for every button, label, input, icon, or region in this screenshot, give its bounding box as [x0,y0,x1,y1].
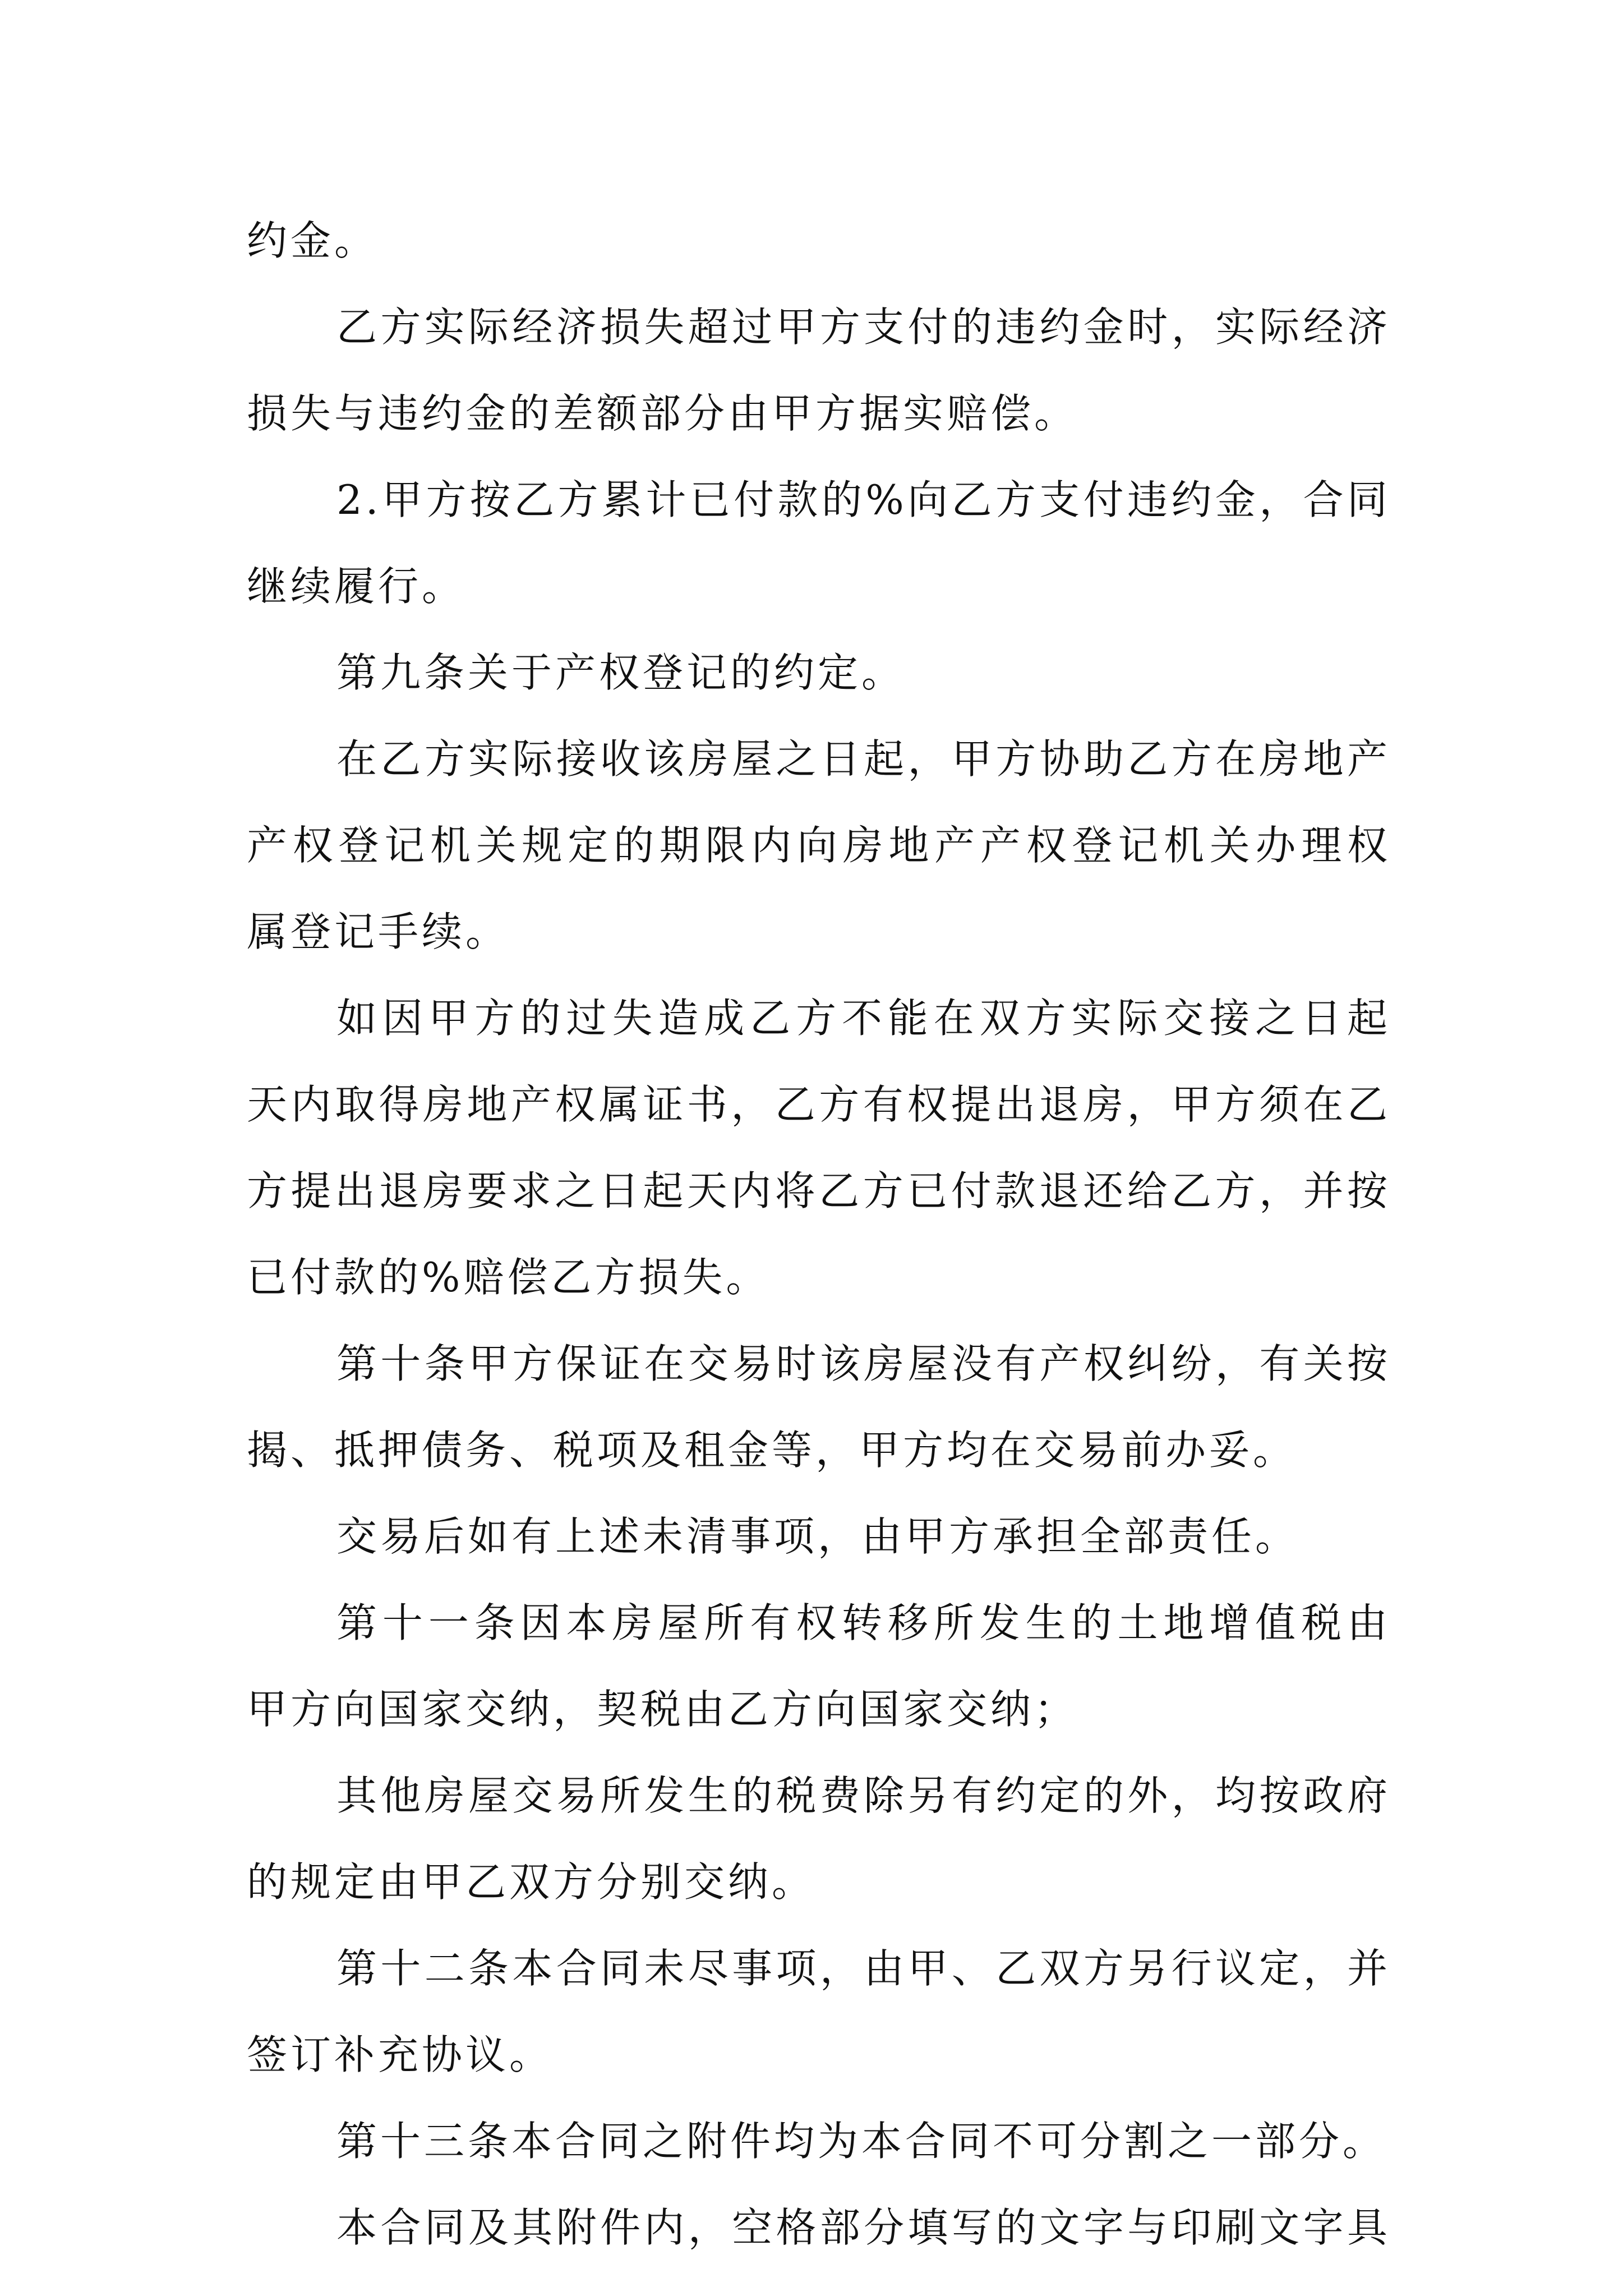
text-line: 本合同及其附件内，空格部分填写的文字与印刷文字具 [336,2204,1391,2251]
text-line: 揭、抵押债务、税项及租金等，甲方均在交易前办妥。 [247,1427,1297,1474]
contract-text [247,197,1391,2271]
text-line: 的规定由甲乙双方分别交纳。 [247,1858,816,1906]
text-line: 方提出退房要求之日起天内将乙方已付款退还给乙方，并按 [247,1167,1391,1214]
text-line: 签订补充协议。 [247,2031,554,2078]
text-line: 乙方实际经济损失超过甲方支付的违约金时，实际经济 [336,303,1391,351]
text-line: 第十三条本合同之附件均为本合同不可分割之一部分。 [336,2118,1387,2165]
text-line: 第九条关于产权登记的约定。 [336,649,906,696]
text-line: 损失与违约金的差额部分由甲方据实赔偿。 [247,390,1078,437]
text-line: 已付款的%赔偿乙方损失。 [247,1254,770,1301]
text-line: 甲方向国家交纳，契税由乙方向国家交纳； [247,1686,1078,1733]
text-line: 产权登记机关规定的期限内向房地产产权登记机关办理权 [247,822,1391,869]
text-line: 第十条甲方保证在交易时该房屋没有产权纠纷，有关按 [336,1340,1391,1387]
text-line: 天内取得房地产权属证书，乙方有权提出退房，甲方须在乙 [247,1081,1391,1128]
text-line: 约金。 [247,217,379,264]
text-line: 如因甲方的过失造成乙方不能在双方实际交接之日起 [336,995,1391,1042]
text-line: 2.甲方按乙方累计已付款的%向乙方支付违约金，合同 [336,476,1391,523]
text-line: 其他房屋交易所发生的税费除另有约定的外，均按政府 [336,1772,1391,1819]
text-line: 第十二条本合同未尽事项，由甲、乙双方另行议定，并 [336,1945,1391,1992]
text-line: 第十一条因本房屋所有权转移所发生的土地增值税由 [336,1599,1391,1646]
text-line: 属登记手续。 [247,908,510,955]
text-line: 交易后如有上述未清事项，由甲方承担全部责任。 [336,1513,1299,1560]
text-line: 在乙方实际接收该房屋之日起，甲方协助乙方在房地产 [336,735,1391,783]
text-line: 继续履行。 [247,563,466,610]
